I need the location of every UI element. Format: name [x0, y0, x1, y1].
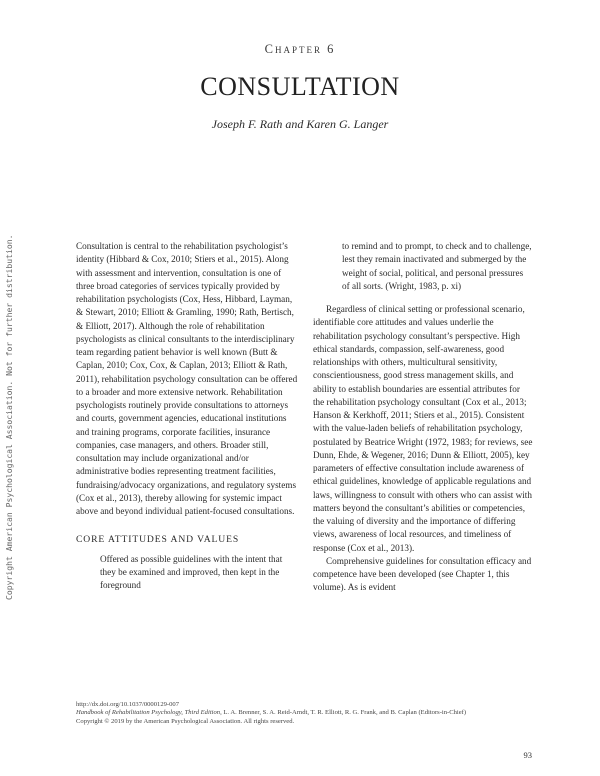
page-footer — [76, 701, 536, 726]
chapter-authors: Joseph F. Rath and Karen G. Langer — [211, 117, 389, 131]
page-number: 93 — [523, 750, 532, 760]
body-paragraph-guidelines: Comprehensive guidelines for consultation efficacy and competence have been developed (see Chapter 1, this volume). As is evident — [313, 555, 532, 593]
body-paragraph-core-values: Regardless of clinical setting or professional scenario, identifiable core attitudes and values underlie the rehabilitation psychology consultant’s perspective. High ethical standards, compassion, self-awareness, good relationships with others, multicultural sensitivity, conscientiousness, good stress management skills, and ability to establish boundaries are essential attributes for the rehabilitation psychology consultant (Cox et al., 2013; Hanson & Kerkhoff, 2011; Stiers et al., 2015). Consistent with the value-laden beliefs of rehabilitation psychology, postulated by Beatrice Wright (1972, 1983; for reviews, see Dunn, Ehde, & Wegener, 2016; Dunn & Elliott, 2005), key parameters of effective consultation include awareness of ethical guidelines, knowledge of applicable regulations and laws, willingness to consult with others who can assist with matters beyond the consultant’s abilities or competencies, the valuing of diversity and the importance of differing views, awareness of local resources, and timeliness of response (Cox et al., 2013). — [313, 304, 533, 553]
left-column — [76, 240, 300, 592]
epigraph-start: Offered as possible guidelines with the intent that they be examined and improved, then kept in the foreground — [100, 553, 283, 590]
copyright-line: Copyright © 2019 by the American Psychological Association. All rights reserved. — [76, 717, 295, 725]
section-heading-core-attitudes: CORE ATTITUDES AND VALUES — [76, 534, 240, 546]
chapter-label: Chapter 6 — [264, 42, 336, 56]
right-column — [313, 240, 533, 595]
book-title: Handbook of Rehabilitation Psychology, Third Edition — [76, 709, 221, 717]
chapter-title: CONSULTATION — [200, 72, 400, 101]
book-editors: , L. A. Brenner, S. A. Reid-Arndt, T. R. Elliott, R. G. Frank, and B. Caplan (Editors-in-Chief) — [220, 709, 467, 717]
citation-line — [76, 709, 536, 717]
copyright-watermark: Copyright American Psychological Association. Not for further distribution. — [4, 234, 14, 600]
doi-link[interactable]: http://dx.doi.org/10.1037/0000129-007 — [76, 701, 179, 708]
intro-paragraph: Consultation is central to the rehabilitation psychologist’s identity (Hibbard & Cox, 2010; Stiers et al., 2015). Along with assessment and intervention, consultation is one of three broad categories of services typically provided by rehabilitation psychologists (Cox, Hess, Hibbard, Layman, & Stewart, 2010; Elliott & Gramling, 1990; Rath, Bertisch, & Elliott, 2017). Although the role of rehabilitation psychologists as clinical consultants to the interdisciplinary team regarding patient behavior is well known (Butt & Caplan, 2010; Cox, Cox, & Caplan, 2013; Elliott & Rath, 2011), rehabilitation psychology consultation can be offered to a broader and more extensive network. Rehabilitation psychologists routinely provide consultations to attorneys and courts, government agencies, educational institutions and training programs, corporate facilities, insurance companies, case managers, and others. Broader still, consultation may include organizational and/or administrative bodies representing treatment facilities, fundraising/advocacy organizations, and regulatory systems (Cox et al., 2013), thereby allowing for systemic impact above and beyond individual patient-focused consultations. — [76, 241, 298, 516]
epigraph-end: to remind and to prompt, to check and to challenge, lest they remain inactivated and submerged by the weight of social, political, and personal pressures of all sorts. (Wright, 1983, p. xi) — [342, 241, 532, 291]
